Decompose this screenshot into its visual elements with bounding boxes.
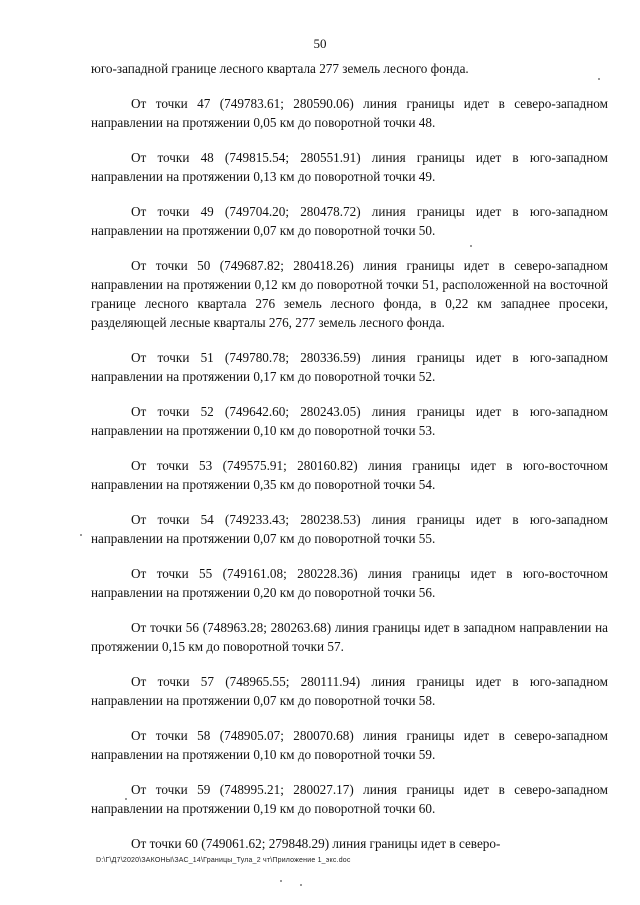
paragraph: От точки 58 (748905.07; 280070.68) линия границы идет в северо-западном направлении на протяжении 0,10 км до поворотной точки 59. <box>91 728 608 762</box>
paragraph: От точки 57 (748965.55; 280111.94) линия границы идет в юго-западном направлении на протяжении 0,07 км до поворотной точки 58. <box>91 674 608 708</box>
paragraph: От точки 56 (748963.28; 280263.68) линия границы идет в западном направлении на протяжении 0,15 км до поворотной точки 57. <box>91 620 608 654</box>
page-number: 50 <box>313 36 327 51</box>
paragraph: От точки 47 (749783.61; 280590.06) линия границы идет в северо-западном направлении на протяжении 0,05 км до поворотной точки 48. <box>91 96 608 130</box>
paragraph: От точки 49 (749704.20; 280478.72) линия границы идет в юго-западном направлении на протяжении 0,07 км до поворотной точки 50. <box>91 204 608 238</box>
scan-speck <box>470 245 472 247</box>
paragraph: От точки 48 (749815.54; 280551.91) линия границы идет в юго-западном направлении на протяжении 0,13 км до поворотной точки 49. <box>91 150 608 184</box>
paragraph: От точки 51 (749780.78; 280336.59) линия границы идет в юго-западном направлении на протяжении 0,17 км до поворотной точки 52. <box>91 350 608 384</box>
paragraph: От точки 60 (749061.62; 279848.29) линия границы идет в северо- <box>131 836 501 851</box>
scan-speck <box>125 798 127 800</box>
scan-speck <box>80 534 82 536</box>
paragraph: От точки 59 (748995.21; 280027.17) линия границы идет в северо-западном направлении на протяжении 0,19 км до поворотной точки 60. <box>91 782 608 816</box>
document-body <box>91 59 608 869</box>
file-path-footer: D:\Г\Д7\2020\ЗАКОНЫ\ЗАС_14\Границы_Тула_2 чт\Приложение 1_экс.doc <box>96 857 351 864</box>
scan-speck <box>300 884 302 886</box>
paragraph: От точки 55 (749161.08; 280228.36) линия границы идет в юго-восточном направлении на протяжении 0,20 км до поворотной точки 56. <box>91 566 608 600</box>
paragraph: От точки 54 (749233.43; 280238.53) линия границы идет в юго-западном направлении на протяжении 0,07 км до поворотной точки 55. <box>91 512 608 546</box>
paragraph: От точки 50 (749687.82; 280418.26) линия границы идет в северо-западном направлении на протяжении 0,12 км до поворотной точки 51, расположенной на восточной границе лесного квартала 276 земель лесного фонда, в 0,22 км западнее просеки, разделяющей лесные кварталы 276, 277 земель лесного фонда. <box>91 258 608 330</box>
paragraph: От точки 52 (749642.60; 280243.05) линия границы идет в юго-западном направлении на протяжении 0,10 км до поворотной точки 53. <box>91 404 608 438</box>
scan-speck <box>598 78 600 80</box>
scan-speck <box>280 880 282 882</box>
paragraph: юго-западной границе лесного квартала 277 земель лесного фонда. <box>91 61 469 76</box>
paragraph: От точки 53 (749575.91; 280160.82) линия границы идет в юго-восточном направлении на протяжении 0,35 км до поворотной точки 54. <box>91 458 608 492</box>
